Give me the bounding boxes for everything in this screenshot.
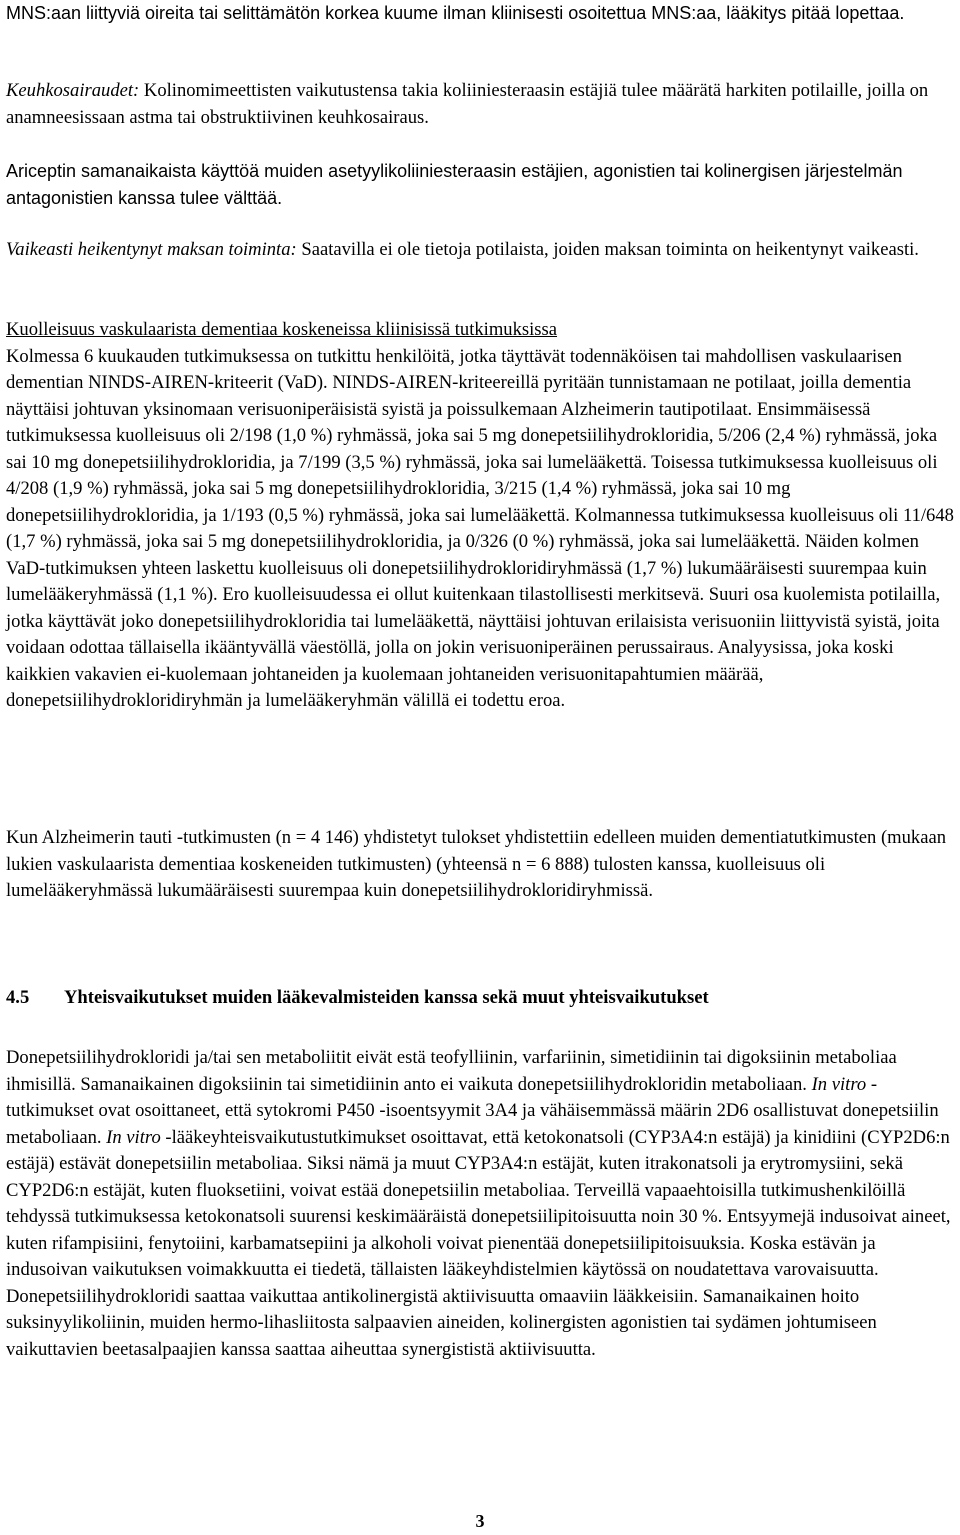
hepatic-text: Saatavilla ei ole tietoja potilaista, joiden maksan toiminta on heikentynyt vaikeasti.	[301, 239, 919, 260]
interactions-text-2: -tutkimukset ovat osoittaneet, että sytokromi P450 -isoentsyymit 3A4 ja vähäisemmässä määrin 2D6 osallistuvat donepetsiilin metaboliaan.	[6, 1073, 939, 1148]
pooled-analysis-text: Kun Alzheimerin tauti -tutkimusten (n = 4 146) yhdistetyt tulokset yhdistettiin edelleen muiden dementiatutkimusten (mukaan lukien vaskulaarista dementiaa koskeneiden tutkimusten) (yhteensä n = 6 888) tulosten kanssa, kuolleisuus oli lumelääkeryhmässä lukumääräisesti suurempaa kuin donepetsiilihydrokloridiryhmissä.	[6, 827, 947, 901]
lung-disease-label: Keuhkosairaudet:	[6, 80, 140, 101]
concomitant-use-text: Ariceptin samanaikaista käyttöä muiden asetyylikoliiniesteraasin estäjien, agonistien tai kolinergisen järjestelmän antagonistien kanssa tulee välttää.	[6, 161, 903, 208]
section-title: Yhteisvaikutukset muiden lääkevalmisteiden kanssa sekä muut yhteisvaikutukset	[64, 987, 709, 1008]
concomitant-use-paragraph	[6, 158, 956, 211]
lung-disease-paragraph	[6, 78, 956, 131]
hepatic-paragraph	[6, 237, 956, 264]
in-vitro-term-2: In vitro	[106, 1126, 161, 1148]
mortality-heading: Kuolleisuus vaskulaarista dementiaa koskeneissa kliinisissä tutkimuksissa	[6, 319, 558, 340]
pooled-analysis-paragraph	[6, 825, 956, 905]
section-heading	[6, 985, 956, 1012]
in-vitro-term-1: In vitro	[811, 1073, 867, 1095]
section-number: 4.5	[6, 987, 30, 1008]
intro-text: MNS:aan liittyviä oireita tai selittämätön korkea kuume ilman kliinisesti osoitettua MNS:aa, lääkitys pitää lopettaa.	[6, 3, 905, 23]
mortality-body: Kolmessa 6 kuukauden tutkimuksessa on tutkittu henkilöitä, jotka täyttävät todennäköisen tai mahdollisen vaskulaarisen dementian NINDS-AIREN-kriteerit (VaD). NINDS-AIREN-kriteereillä pyritään tunnistamaan ne potilaat, joilla dementia näyttäisi johtuvan yksinomaan verisuoniperäisistä syistä ja poissulkemaan Alzheimerin tautipotilaat. Ensimmäisessä tutkimuksessa kuolleisuus oli 2/198 (1,0 %) ryhmässä, joka sai 5 mg donepetsiilihydrokloridia, 5/206 (2,4 %) ryhmässä, joka sai 10 mg donepetsiilihydrokloridia, ja 7/199 (3,5 %) ryhmässä, joka sai lumelääkettä. Toisessa tutkimuksessa kuolleisuus oli 4/208 (1,9 %) ryhmässä, joka sai 5 mg donepetsiilihydrokloridia, 3/215 (1,4 %) ryhmässä, joka sai 10 mg donepetsiilihydrokloridia, ja 1/193 (0,5 %) ryhmässä, joka sai lumelääkettä. Kolmannessa tutkimuksessa kuolleisuus oli 11/648 (1,7 %) ryhmässä, joka sai 5 mg donepetsiilihydrokloridia, ja 0/326 (0 %) ryhmässä, joka sai lumelääkettä. Näiden kolmen VaD-tutkimuksen yhteen laskettu kuolleisuus oli donepetsiilihydrokloridiryhmässä (1,7 %) lukumääräisesti suurempaa kuin lumelääkeryhmässä (1,1 %). Ero kuolleisuudessa ei ollut kuitenkaan tilastollisesti merkitsevä. Suuri osa kuolemista potilailla, jotka käyttävät joko donepetsiilihydrokloridia tai lumelääkettä, näyttäisi johtuvan erilaisista verisuoniin liittyvistä syistä, joita voidaan odottaa tällaisella ikääntyvällä väestöllä, jolla on jokin verisuoniperäinen perussairaus. Analyysissa, joka koski kaikkien vakavien ei-kuolemaan johtaneiden ja kuolemaan johtaneiden verisuonitapahtumien määrää, donepetsiilihydrokloridiryhmän ja lumelääkeryhmän välillä ei todettu eroa.	[6, 345, 954, 711]
hepatic-label: Vaikeasti heikentynyt maksan toiminta:	[6, 239, 297, 260]
interactions-text-3: -lääkeyhteisvaikutustutkimukset osoittavat, että ketokonatsoli (CYP3A4:n estäjä) ja kinidiini (CYP2D6:n estäjä) estävät donepetsiilin metaboliaa. Siksi nämä ja muut CYP3A4:n estäjät, kuten itrakonatsoli ja erytromysiini, sekä CYP2D6:n estäjät, kuten fluoksetiini, voivat estää donepetsiilin metaboliaa. Terveillä vapaaehtoisilla tutkimushenkilöillä tehdyssä tutkimuksessa ketokonatsoli suurensi keskimääräistä donepetsiilipitoisuutta noin 30 %. Entsyymejä indusoivat aineet, kuten rifampisiini, fenytoiini, karbamatsepiini ja alkoholi voivat pienentää donepetsiilipitoisuuksia. Koska estävän ja indusoivan vaikutuksen voimakkuutta ei tiedetä, tällaisten lääkeyhdistelmien käytössä on noudatettava varovaisuutta. Donepetsiilihydrokloridi saattaa vaikuttaa antikolinergistä aktiivisuutta omaaviin lääkkeisiin. Samanaikainen hoito suksinyylikoliinin, muiden hermo-lihasliitosta salpaavien aineiden, kolinergisten agonistien tai sydämen johtumiseen vaikuttavien beetasalpaajien kanssa saattaa aiheuttaa synergististä aktiivisuutta.	[6, 1126, 951, 1360]
page-number: 3	[475, 1511, 485, 1531]
interactions-paragraph	[6, 1045, 954, 1363]
lung-disease-text: Kolinomimeettisten vaikutustensa takia koliiniesteraasin estäjiä tulee määrätä harkiten potilaille, joilla on anamneesissaan astma tai obstruktiivinen keuhkosairaus.	[6, 80, 929, 128]
intro-paragraph	[6, 0, 956, 27]
mortality-section	[6, 317, 956, 715]
interactions-text-1: Donepetsiilihydrokloridi ja/tai sen metaboliitit eivät estä teofylliinin, varfariinin, simetidiinin tai digoksiinin metaboliaa ihmisillä. Samanaikainen digoksiinin tai simetidiinin anto ei vaikuta donepetsiilihydrokloridin metaboliaan.	[6, 1047, 897, 1095]
